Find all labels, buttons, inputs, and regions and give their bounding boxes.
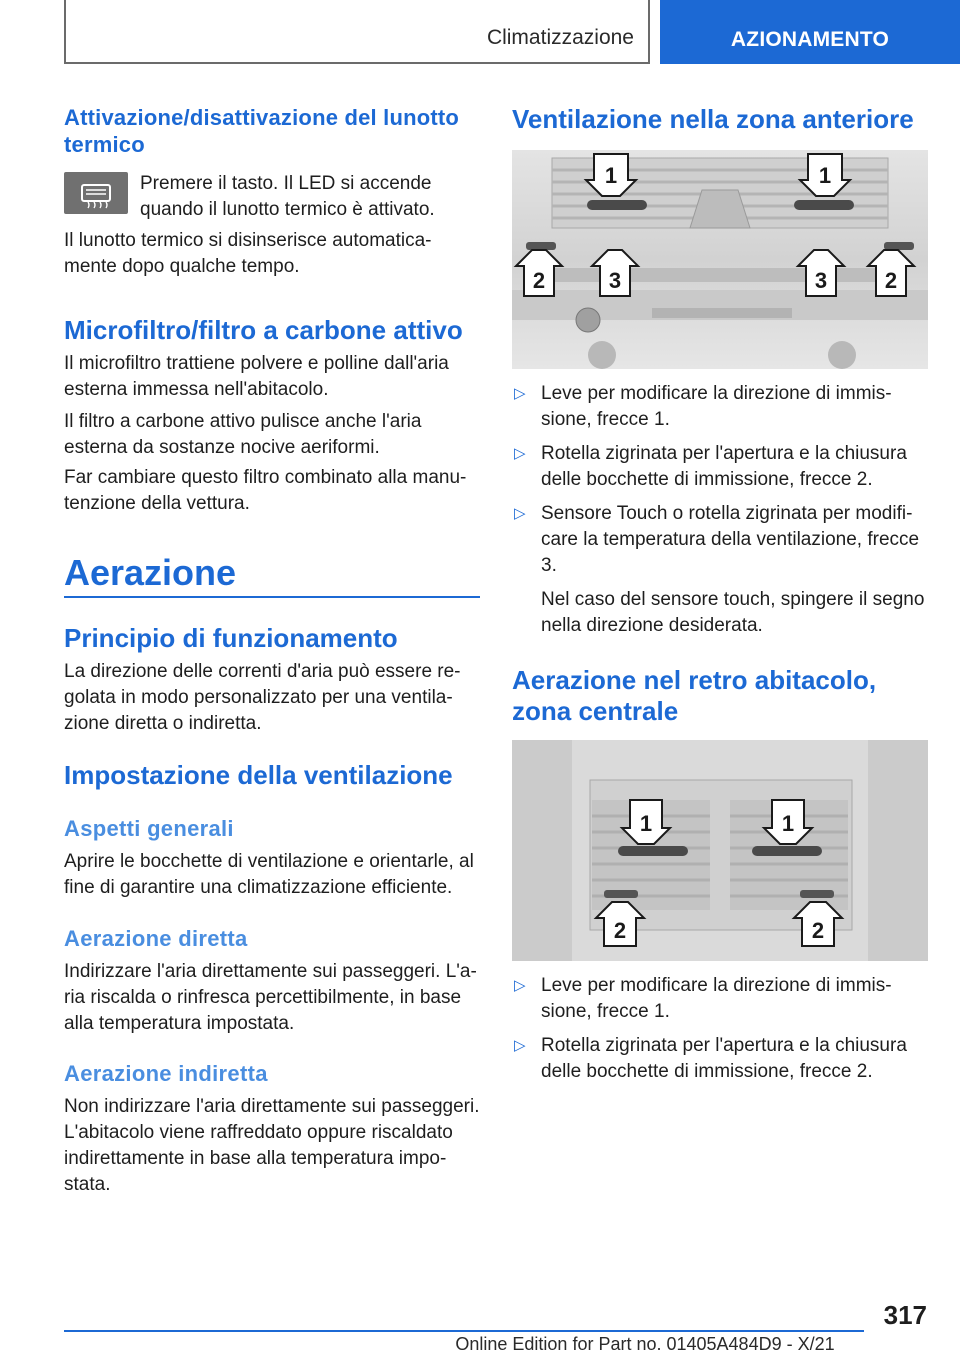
heading-indirect-ventilation: Aerazione indiretta [64,1061,268,1086]
chapter-divider [64,596,480,598]
heading-principle: Principio di funzionamento [64,623,398,653]
list-item: ▷ Rotella zigrinata per l'apertura e la chiusura delle bocchette di immissione, frecce 2. [514,1035,907,1082]
page-number: 317 [883,1300,927,1330]
header-section-title: Climatizzazione [486,26,634,49]
direct-ventilation-text: Indirizzare l'aria direttamente sui passeggeri. L'a-ria riscalda o rinfresca percettibilmente, in base alla temperatura impostata. [64,961,477,1034]
heading-microfilter: Microfiltro/filtro a carbone attivo [64,315,463,345]
footer-edition: Online Edition for Part no. 01405A484D9 - X/21 [455,1334,835,1354]
rear-label-2a: 2 [613,918,627,943]
list-item: ▷ Sensore Touch o rotella zigrinata per modifi-care la temperatura della ventilazione, frecce 3. Nel caso del sensore touch, spingere il segno nella direzione desiderata. [512,501,932,639]
chapter-heading-aerazione: Aerazione [64,552,237,593]
front-vents-list [512,381,932,647]
front-vents-photo [512,150,928,369]
heading-general: Aspetti generali [64,816,234,841]
header-chapter-title: AZIONAMENTO [730,28,890,51]
header-section-box [64,0,650,64]
indirect-ventilation-text: Non indirizzare l'aria direttamente sui passeggeri. L'abitacolo viene raffreddato oppure riscaldato indirettamente in base alla temperatura impo-stata. [64,1096,480,1195]
front-label-3b: 3 [814,268,828,293]
header-chapter-tab [660,0,960,64]
general-text: Aprire le bocchette di ventilazione e orientarle, al fine di garantire una climatizzazione efficiente. [64,851,474,898]
rear-vents-list [512,973,932,1093]
triangle-right-icon: ▷ [514,977,526,994]
front-label-1b: 1 [818,163,832,188]
front-label-1a: 1 [604,163,618,188]
heading-ventilation-setting: Impostazione della ventilazione [64,760,453,790]
rear-label-2b: 2 [811,918,825,943]
rear-window-heater-button [64,172,128,214]
rear-window-heater-icon [64,172,128,214]
list-item: ▷ Leve per modificare la direzione di immis-sione, frecce 1. [514,975,892,1022]
front-label-3a: 3 [608,268,622,293]
triangle-right-icon: ▷ [514,385,526,402]
heater-auto-off-text: Il lunotto termico si disinserisce automatica-mente dopo qualche tempo. [64,230,432,277]
triangle-right-icon: ▷ [514,445,526,462]
microfilter-text-1: Il microfiltro trattiene polvere e polline dall'aria esterna immessa nell'abitacolo. [64,353,449,400]
principle-text: La direzione delle correnti d'aria può essere re-golata in modo personalizzato per una ventila-zione diretta o indiretta. [64,661,461,734]
list-item: ▷ Rotella zigrinata per l'apertura e la chiusura delle bocchette di immissione, frecce 2. [514,443,907,490]
heading-rear-window-heater: Attivazione/disattivazione del lunotto termico [64,105,460,157]
rear-label-1b: 1 [781,811,795,836]
touch-sensor-note: Nel caso del sensore touch, spingere il segno nella direzione desiderata. [541,589,925,636]
rear-label-1a: 1 [639,811,653,836]
heading-direct-ventilation: Aerazione diretta [64,926,248,951]
front-label-2b: 2 [884,268,898,293]
list-item: ▷ Leve per modificare la direzione di immis-sione, frecce 1. [514,383,892,430]
triangle-right-icon: ▷ [514,1037,526,1054]
rear-vents-photo [512,740,928,961]
front-label-2a: 2 [532,268,546,293]
microfilter-text-3: Far cambiare questo filtro combinato alla manu-tenzione della vettura. [64,467,467,514]
heading-rear-ventilation: Aerazione nel retro abitacolo, zona centrale [512,665,877,726]
heading-front-ventilation: Ventilazione nella zona anteriore [512,104,914,134]
footer-divider [64,1330,864,1332]
triangle-right-icon: ▷ [514,505,526,522]
heater-instruction-text: Premere il tasto. Il LED si accende quando il lunotto termico è attivato. [140,173,435,220]
microfilter-text-2: Il filtro a carbone attivo pulisce anche l'aria esterna da sostanze nocive aeriformi. [64,411,422,458]
